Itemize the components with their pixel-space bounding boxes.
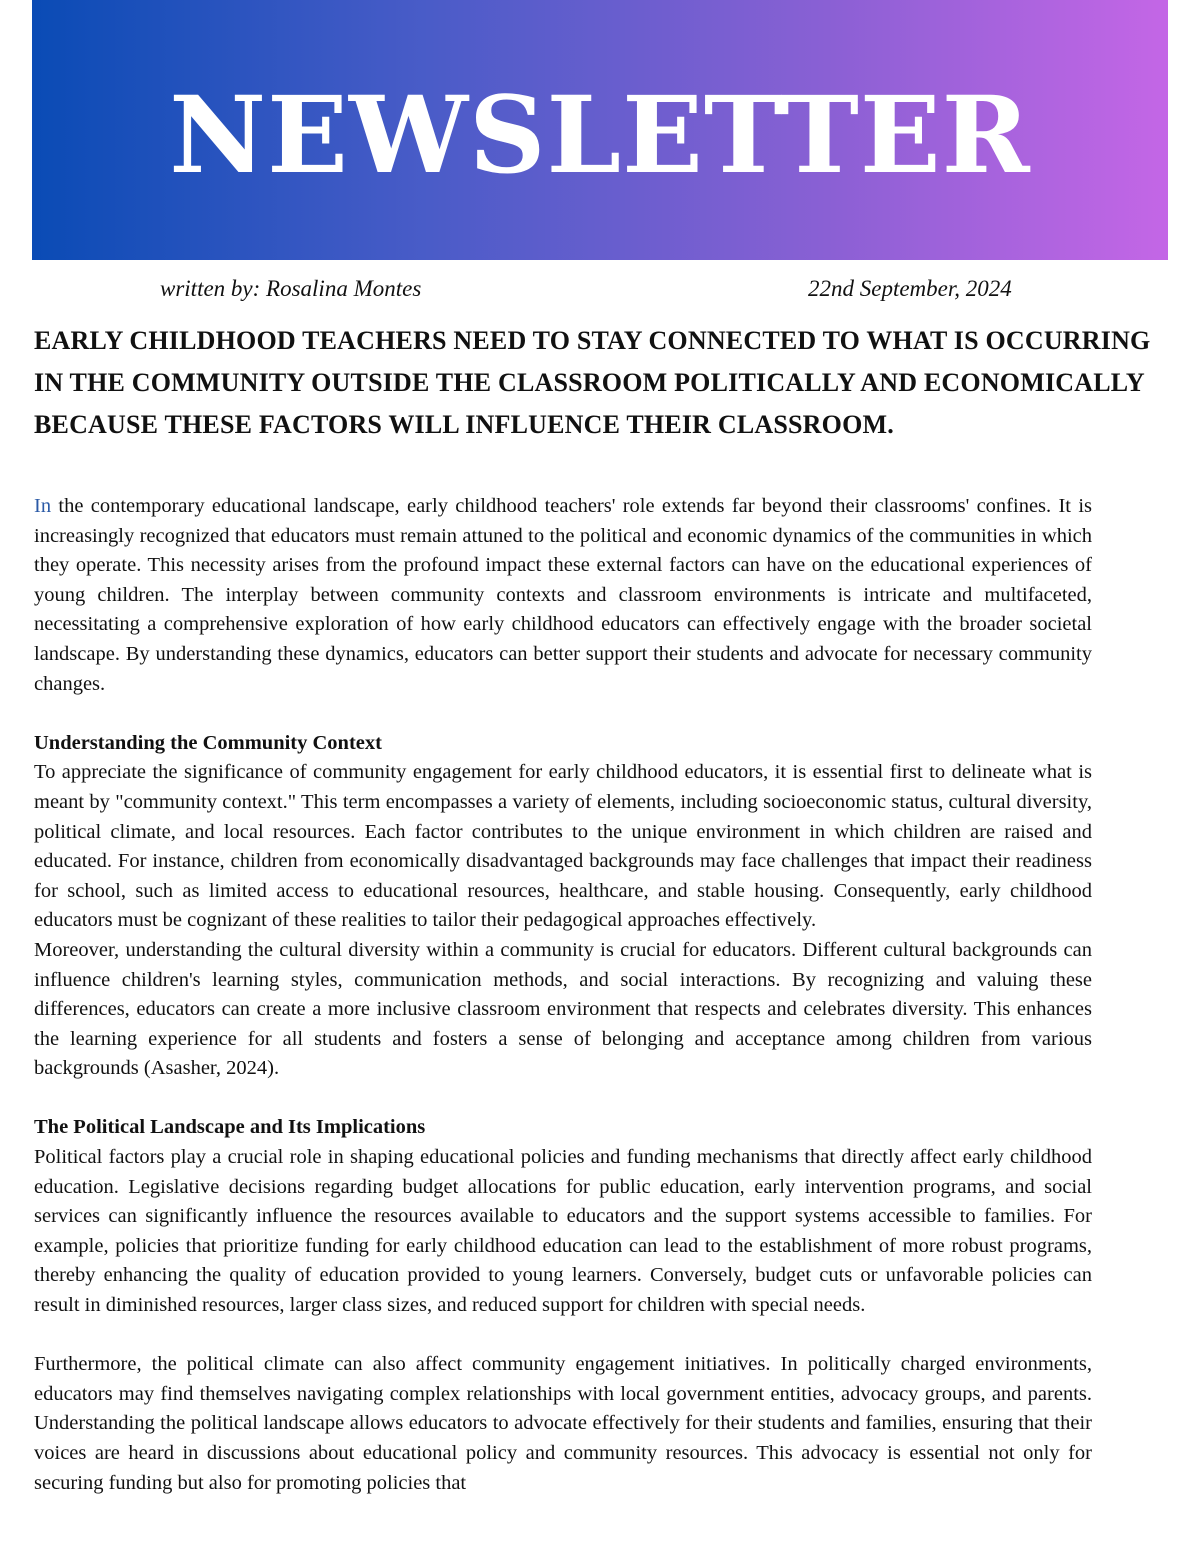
paragraph-spacer [34, 1321, 1092, 1351]
article-body [34, 492, 1092, 1498]
intro-paragraph [34, 492, 1092, 699]
byline [0, 276, 1200, 306]
paragraph-spacer [34, 1084, 1092, 1114]
section-heading-community-context: Understanding the Community Context [34, 731, 382, 754]
banner-title: NEWSLETTER [169, 71, 1031, 197]
intro-text: the contemporary educational landscape, early childhood teachers' role extends far beyond their classrooms' confines. It is increasingly recognized that educators must remain attuned to the political and economic dynamics of the communities in which they operate. This necessity arises from the profound impact these external factors can have on the educational experiences of young children. The interplay between community contexts and classroom environments is intricate and multifaceted, necessitating a comprehensive exploration of how early childhood educators can effectively engage with the broader societal landscape. By understanding these dynamics, educators can better support their students and advocate for necessary community changes. [34, 495, 1092, 695]
newsletter-banner [32, 0, 1168, 260]
body-paragraph: Furthermore, the political climate can also affect community engagement initiatives. In politically charged environments, educators may find themselves navigating complex relationships with local government entities, advocacy groups, and parents. Understanding the political landscape allows educators to advocate effectively for their students and families, ensuring that their voices are heard in discussions about educational policy and community resources. This advocacy is essential not only for securing funding but also for promoting policies that [34, 1353, 1092, 1494]
section-heading-political-landscape: The Political Landscape and Its Implications [34, 1116, 426, 1139]
body-paragraph: Political factors play a crucial role in shaping educational policies and funding mechanisms that directly affect early childhood education. Legislative decisions regarding budget allocations for public education, early intervention programs, and social services can significantly influence the resources available to educators and the support systems accessible to families. For example, policies that prioritize funding for early childhood education can lead to the establishment of more robust programs, thereby enhancing the quality of education provided to young learners. Conversely, budget cuts or unfavorable policies can result in diminished resources, larger class sizes, and reduced support for children with special needs. [34, 1146, 1092, 1317]
body-paragraph: Moreover, understanding the cultural diversity within a community is crucial for educators. Different cultural backgrounds can influence children's learning styles, communication methods, and social interactions. By recognizing and valuing these differences, educators can create a more inclusive classroom environment that respects and celebrates diversity. This enhances the learning experience for all students and fosters a sense of belonging and acceptance among children from various backgrounds (Asasher, 2024). [34, 938, 1092, 1080]
publication-date: 22nd September, 2024 [808, 276, 1012, 301]
body-paragraph: To appreciate the significance of community engagement for early childhood educators, it is essential first to delineate what is meant by "community context." This term encompasses a variety of elements, including socioeconomic status, cultural diversity, political climate, and local resources. Each factor contributes to the unique environment in which children are raised and educated. For instance, children from economically disadvantaged backgrounds may face challenges that impact their readiness for school, such as limited access to educational resources, healthcare, and stable housing. Consequently, early childhood educators must be cognizant of these realities to tailor their pedagogical approaches effectively. [34, 761, 1092, 932]
paragraph-spacer [34, 699, 1092, 729]
article-headline: EARLY CHILDHOOD TEACHERS NEED TO STAY CONNECTED TO WHAT IS OCCURRING IN THE COMMUNITY OUTSIDE THE CLASSROOM POLITICALLY AND ECONOMICALLY BECAUSE THESE FACTORS WILL INFLUENCE THEIR CLASSROOM. [34, 326, 1151, 439]
intro-first-word: In [34, 495, 52, 517]
author-byline: written by: Rosalina Montes [160, 276, 422, 301]
